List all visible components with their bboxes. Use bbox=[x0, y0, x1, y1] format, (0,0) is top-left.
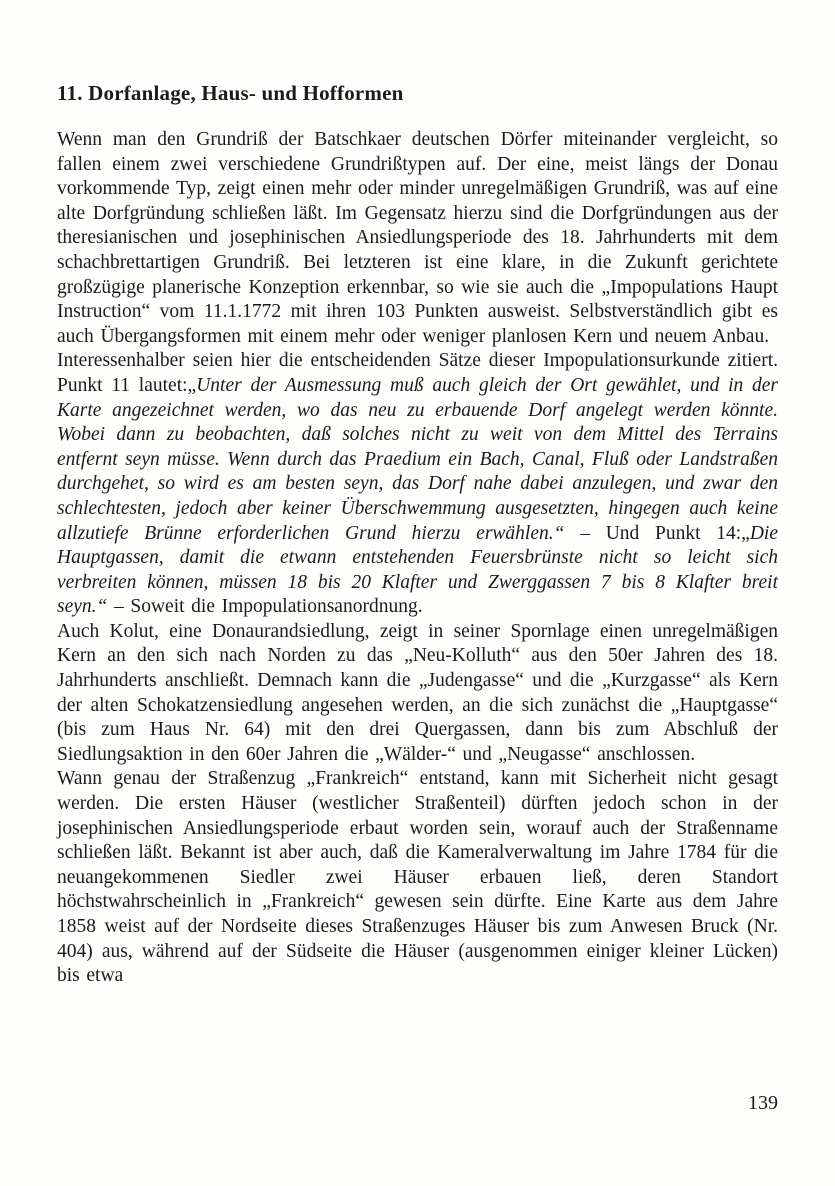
paragraph-text: Wenn man den Grundriß der Batschkaer deutschen Dörfer miteinander vergleicht, so fallen einem zwei verschiedene Grundrißtypen auf. Der eine, meist längs der Donau vorkommende Typ, zeigt einen mehr oder minder unregelmäßigen Grundriß, was auf eine alte Dorfgründung schließen läßt. Im Gegensatz hierzu sind die Dorfgründungen aus der theresianischen und josephinischen Ansiedlungsperiode des 18. Jahrhunderts mit dem schachbrettartigen Grundriß. Bei letzteren ist eine klare, in die Zukunft gerichtete großzügige planerische Konzeption erkennbar, so wie sie auch die „Impopulations Haupt Instruction“ vom 11.1.1772 mit ihren 103 Punkten ausweist. Selbstverständlich gibt es auch Übergangsformen mit einem mehr oder weniger planlosen Kern und neuem Anbau. bbox=[57, 129, 778, 347]
page-number: 139 bbox=[748, 1092, 778, 1114]
body-text bbox=[57, 128, 778, 989]
paragraph-grundriss-typen bbox=[57, 128, 778, 349]
paragraph-impopulation-zitate bbox=[57, 349, 778, 620]
paragraph-connector-text: – Und Punkt 14:„ bbox=[564, 522, 750, 544]
quote-punkt-11: Unter der Ausmessung muß auch gleich der Ort gewählet, und in der Karte angezeichnet werden, wo das neu zu erbauende Dorf angelegt werden könnte. Wobei dann zu beobachten, daß solches nicht zu weit von dem Mittel des Terrains entfernt seyn müsse. Wenn durch das Praedium ein Bach, Canal, Fluß oder Landstraßen durchgehet, so wird es am besten seyn, das Dorf nahe dabei anzulegen, und zwar den schlechtesten, jedoch aber keiner Überschwemmung ausgesetzten, hingegen auch keine allzutiefe Brünne erforderlichen Grund hierzu erwählen.“ bbox=[57, 374, 779, 544]
section-heading: 11. Dorfanlage, Haus- und Hofformen bbox=[57, 81, 404, 105]
paragraph-intro-text: Interessenhalber seien hier die entscheidenden Sätze dieser Impopulationsurkunde zitiert. Punkt 11 lautet:„ bbox=[57, 350, 778, 396]
paragraph-frankreich bbox=[57, 767, 778, 988]
paragraph-outro-text: – Soweit die Impopulationsanordnung. bbox=[107, 596, 423, 618]
paragraph-kolut bbox=[57, 620, 778, 768]
paragraph-text: Auch Kolut, eine Donaurandsiedlung, zeigt in seiner Spornlage einen unregelmäßigen Kern an den sich nach Norden zu das „Neu-Kolluth“ aus den 50er Jahren des 18. Jahrhunderts anschließt. Demnach kann die „Judengasse“ und die „Kurzgasse“ als Kern der alten Schokatzensiedlung angesehen werden, an die sich zunächst die „Hauptgasse“ (bis zum Haus Nr. 64) mit den drei Quergassen, dann bis zum Abschluß der Siedlungsaktion in den 60er Jahren die „Wälder-“ und „Neugasse“ anschlossen. bbox=[57, 620, 778, 765]
quote-punkt-14: Die Hauptgassen, damit die etwann entstehenden Feuersbrünste nicht so leicht sich verbreiten können, müssen 18 bis 20 Klafter und Zwerggassen 7 bis 8 Klafter breit seyn.“ bbox=[57, 522, 778, 618]
paragraph-text: Wann genau der Straßenzug „Frankreich“ entstand, kann mit Sicherheit nicht gesagt werden. Die ersten Häuser (westlicher Straßenteil) dürften jedoch schon in der josephinischen Ansiedlungsperiode erbaut worden sein, worauf auch der Straßenname schließen läßt. Bekannt ist aber auch, daß die Kameralverwaltung im Jahre 1784 für die neuangekommenen Siedler zwei Häuser erbauen ließ, deren Standort höchstwahrscheinlich in „Frankreich“ gewesen sein dürfte. Eine Karte aus dem Jahre 1858 weist auf der Nordseite dieses Straßenzuges Häuser bis zum Anwesen Bruck (Nr. 404) aus, während auf der Südseite die Häuser (ausgenommen einiger kleiner Lücken) bis etwa bbox=[57, 768, 778, 987]
